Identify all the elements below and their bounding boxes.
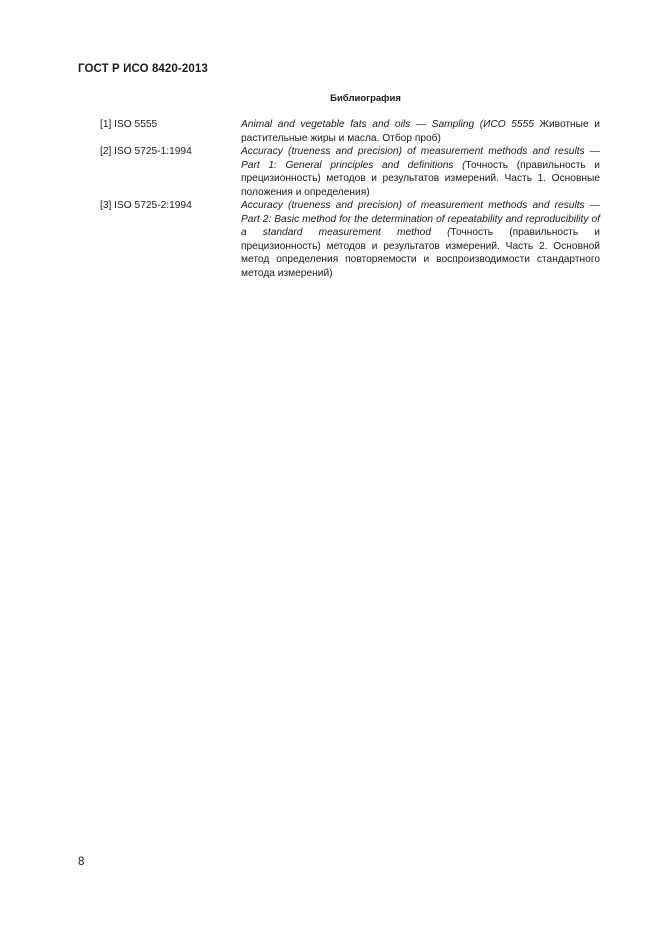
bibliography-entry-1	[100, 118, 600, 145]
bibliography-entry-text	[241, 199, 600, 280]
bibliography-entry-title-ru: Точность (правильность и прецизионность) методов и результатов измерений. Часть 2. Основной метод определения повторяемости и воспроизводимости стандартного метода измерений)	[241, 227, 600, 279]
bibliography-entry-3	[100, 199, 600, 280]
bibliography-entry-text	[241, 145, 600, 199]
bibliography-title: Библиография	[330, 93, 401, 104]
bibliography-entry-ref: [1] ISO 5555	[100, 119, 158, 130]
bibliography-entry-title-ru: Животные и растительные жиры и масла. Отбор проб)	[241, 119, 601, 144]
bibliography-entry-2	[100, 145, 600, 199]
bibliography-entry-title-ru: Точность (правильность и прецизионность) методов и результатов измерений. Часть 1. Основные положения и определения)	[241, 159, 601, 198]
bibliography-entry-title-en: Accuracy (trueness and precision) of measurement methods and results — Part 1: General principles and definitions (	[241, 146, 600, 171]
bibliography-entry-text	[241, 118, 600, 145]
bibliography-list	[100, 118, 600, 280]
bibliography-entry-title-en: Animal and vegetable fats and oils — Sampling (ИСО 5555	[241, 119, 534, 130]
bibliography-entry-ref: [3] ISO 5725-2:1994	[100, 200, 192, 211]
page-number: 8	[78, 856, 85, 868]
document-standard-id: ГОСТ Р ИСО 8420-2013	[78, 63, 208, 75]
bibliography-entry-ref: [2] ISO 5725-1:1994	[100, 146, 192, 157]
bibliography-entry-title-en: Accuracy (trueness and precision) of measurement methods and results — Part 2: Basic method for the determination of repeatability and reproducibility of a standard measurement method (	[241, 200, 600, 238]
